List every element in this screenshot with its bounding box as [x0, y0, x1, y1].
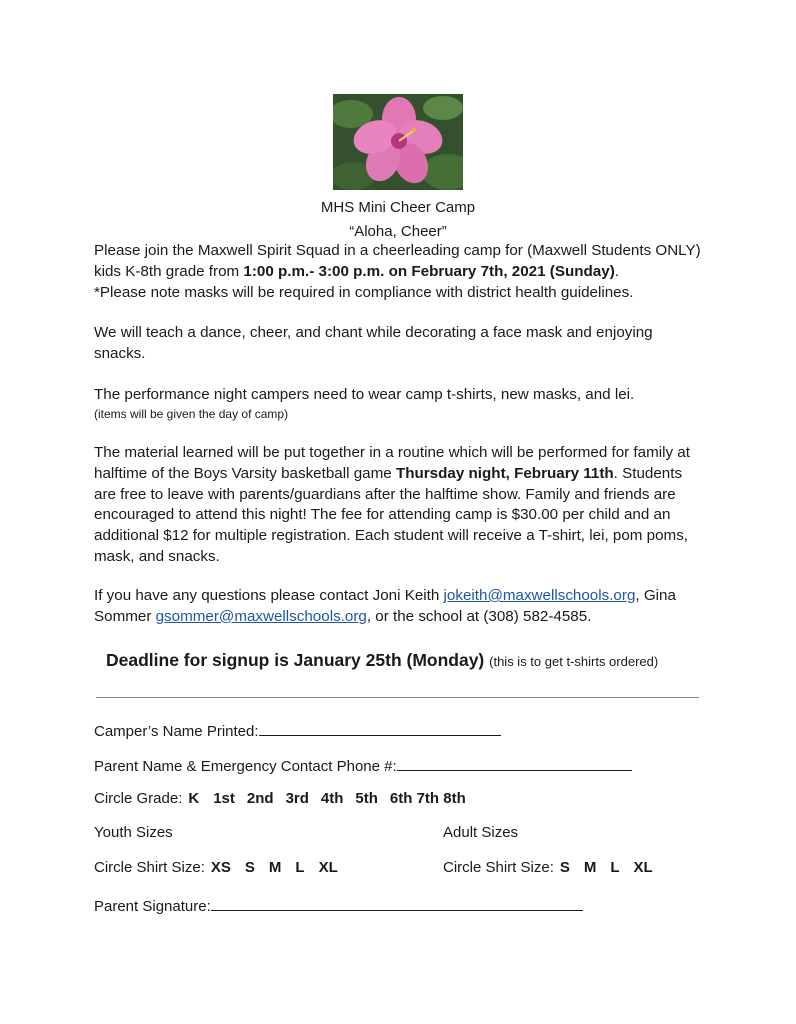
contact-text: If you have any questions please contact Joni Keith	[94, 587, 444, 604]
grade-option[interactable]: 5th	[355, 790, 378, 807]
camper-name-label: Camper’s Name Printed:	[94, 723, 259, 740]
adult-shirt-size-field	[443, 858, 653, 878]
size-option[interactable]: L	[610, 859, 620, 876]
adult-shirt-label: Circle Shirt Size:	[443, 859, 554, 876]
youth-shirt-size-field	[94, 858, 338, 878]
grade-option[interactable]: 1st	[213, 790, 235, 807]
youth-shirt-label: Circle Shirt Size:	[94, 859, 205, 876]
size-option[interactable]: XL	[633, 859, 653, 876]
grade-field	[94, 789, 466, 809]
size-option[interactable]: XS	[210, 859, 231, 876]
email-link-jokeith[interactable]: jokeith@maxwellschools.org	[443, 587, 636, 604]
performance-paragraph: The performance night campers need to wear camp t-shirts, new masks, and lei.	[94, 386, 635, 403]
camp-time: 1:00 p.m.- 3:00 p.m. on February 7th, 2021 (Sunday)	[243, 262, 615, 280]
intro-end: .	[614, 262, 619, 280]
size-option[interactable]: L	[295, 859, 305, 876]
signature-field	[94, 895, 583, 917]
grade-option[interactable]: 2nd	[246, 790, 274, 807]
performance-date: Thursday night, February 11th	[395, 464, 614, 482]
divider	[96, 697, 699, 698]
camper-name-field	[94, 720, 501, 742]
grade-option[interactable]: K	[188, 790, 200, 807]
activities-paragraph: We will teach a dance, cheer, and chant while decorating a face mask and enjoying snacks.	[94, 324, 653, 362]
camp-theme: “Aloha, Cheer”	[349, 223, 447, 240]
size-option[interactable]: XL	[318, 859, 338, 876]
routine-text: The material learned will be put together in a routine which will be performed for family at halftime of the Boys Varsity basketball game	[94, 444, 690, 482]
routine-paragraph	[94, 443, 706, 568]
intro-paragraph	[94, 241, 706, 303]
deadline-note: (this is to get t-shirts ordered)	[489, 654, 659, 669]
deadline-text: Deadline for signup is January 25th (Monday)	[106, 650, 485, 670]
performance-note: (items will be given the day of camp)	[94, 407, 289, 421]
hibiscus-flower-icon	[333, 94, 463, 190]
intro-text: Please join the Maxwell Spirit Squad in a cheerleading camp for (Maxwell Students ONLY) kids K-8th grade from	[94, 242, 701, 280]
grade-label: Circle Grade:	[94, 790, 183, 807]
size-option[interactable]: M	[268, 859, 282, 876]
contact-text-3: , or the school at (308) 582-4585.	[366, 607, 592, 625]
youth-sizes-heading: Youth Sizes	[94, 824, 173, 841]
camp-title: MHS Mini Cheer Camp	[320, 199, 476, 216]
size-option[interactable]: M	[583, 859, 597, 876]
contact-text-2: , Gina Sommer	[94, 587, 676, 625]
parent-contact-label: Parent Name & Emergency Contact Phone #:	[94, 758, 397, 775]
email-link-gsommer[interactable]: gsommer@maxwellschools.org	[155, 607, 367, 625]
grade-option[interactable]: 3rd	[285, 790, 309, 807]
contact-paragraph	[94, 586, 706, 628]
parent-contact-line[interactable]	[397, 755, 632, 771]
routine-details: . Students are free to leave with parents/guardians after the halftime show. Family and friends are encouraged to attend this night! The fee for attending camp is $30.00 per child and an additional $12 for multiple registration. Each student will receive a T-shirt, lei, pom poms, mask, and snacks.	[94, 464, 689, 565]
signature-label: Parent Signature:	[94, 898, 211, 915]
deadline-heading	[106, 648, 746, 674]
signature-line[interactable]	[211, 895, 583, 911]
camper-name-line[interactable]	[259, 720, 501, 736]
grade-option[interactable]: 6th 7th 8th	[389, 790, 466, 807]
size-option[interactable]: S	[559, 859, 570, 876]
grade-option[interactable]: 4th	[320, 790, 344, 807]
parent-contact-field	[94, 755, 632, 777]
size-option[interactable]: S	[244, 859, 255, 876]
adult-sizes-heading: Adult Sizes	[443, 824, 519, 841]
mask-note: *Please note masks will be required in compliance with district health guidelines.	[94, 283, 634, 301]
